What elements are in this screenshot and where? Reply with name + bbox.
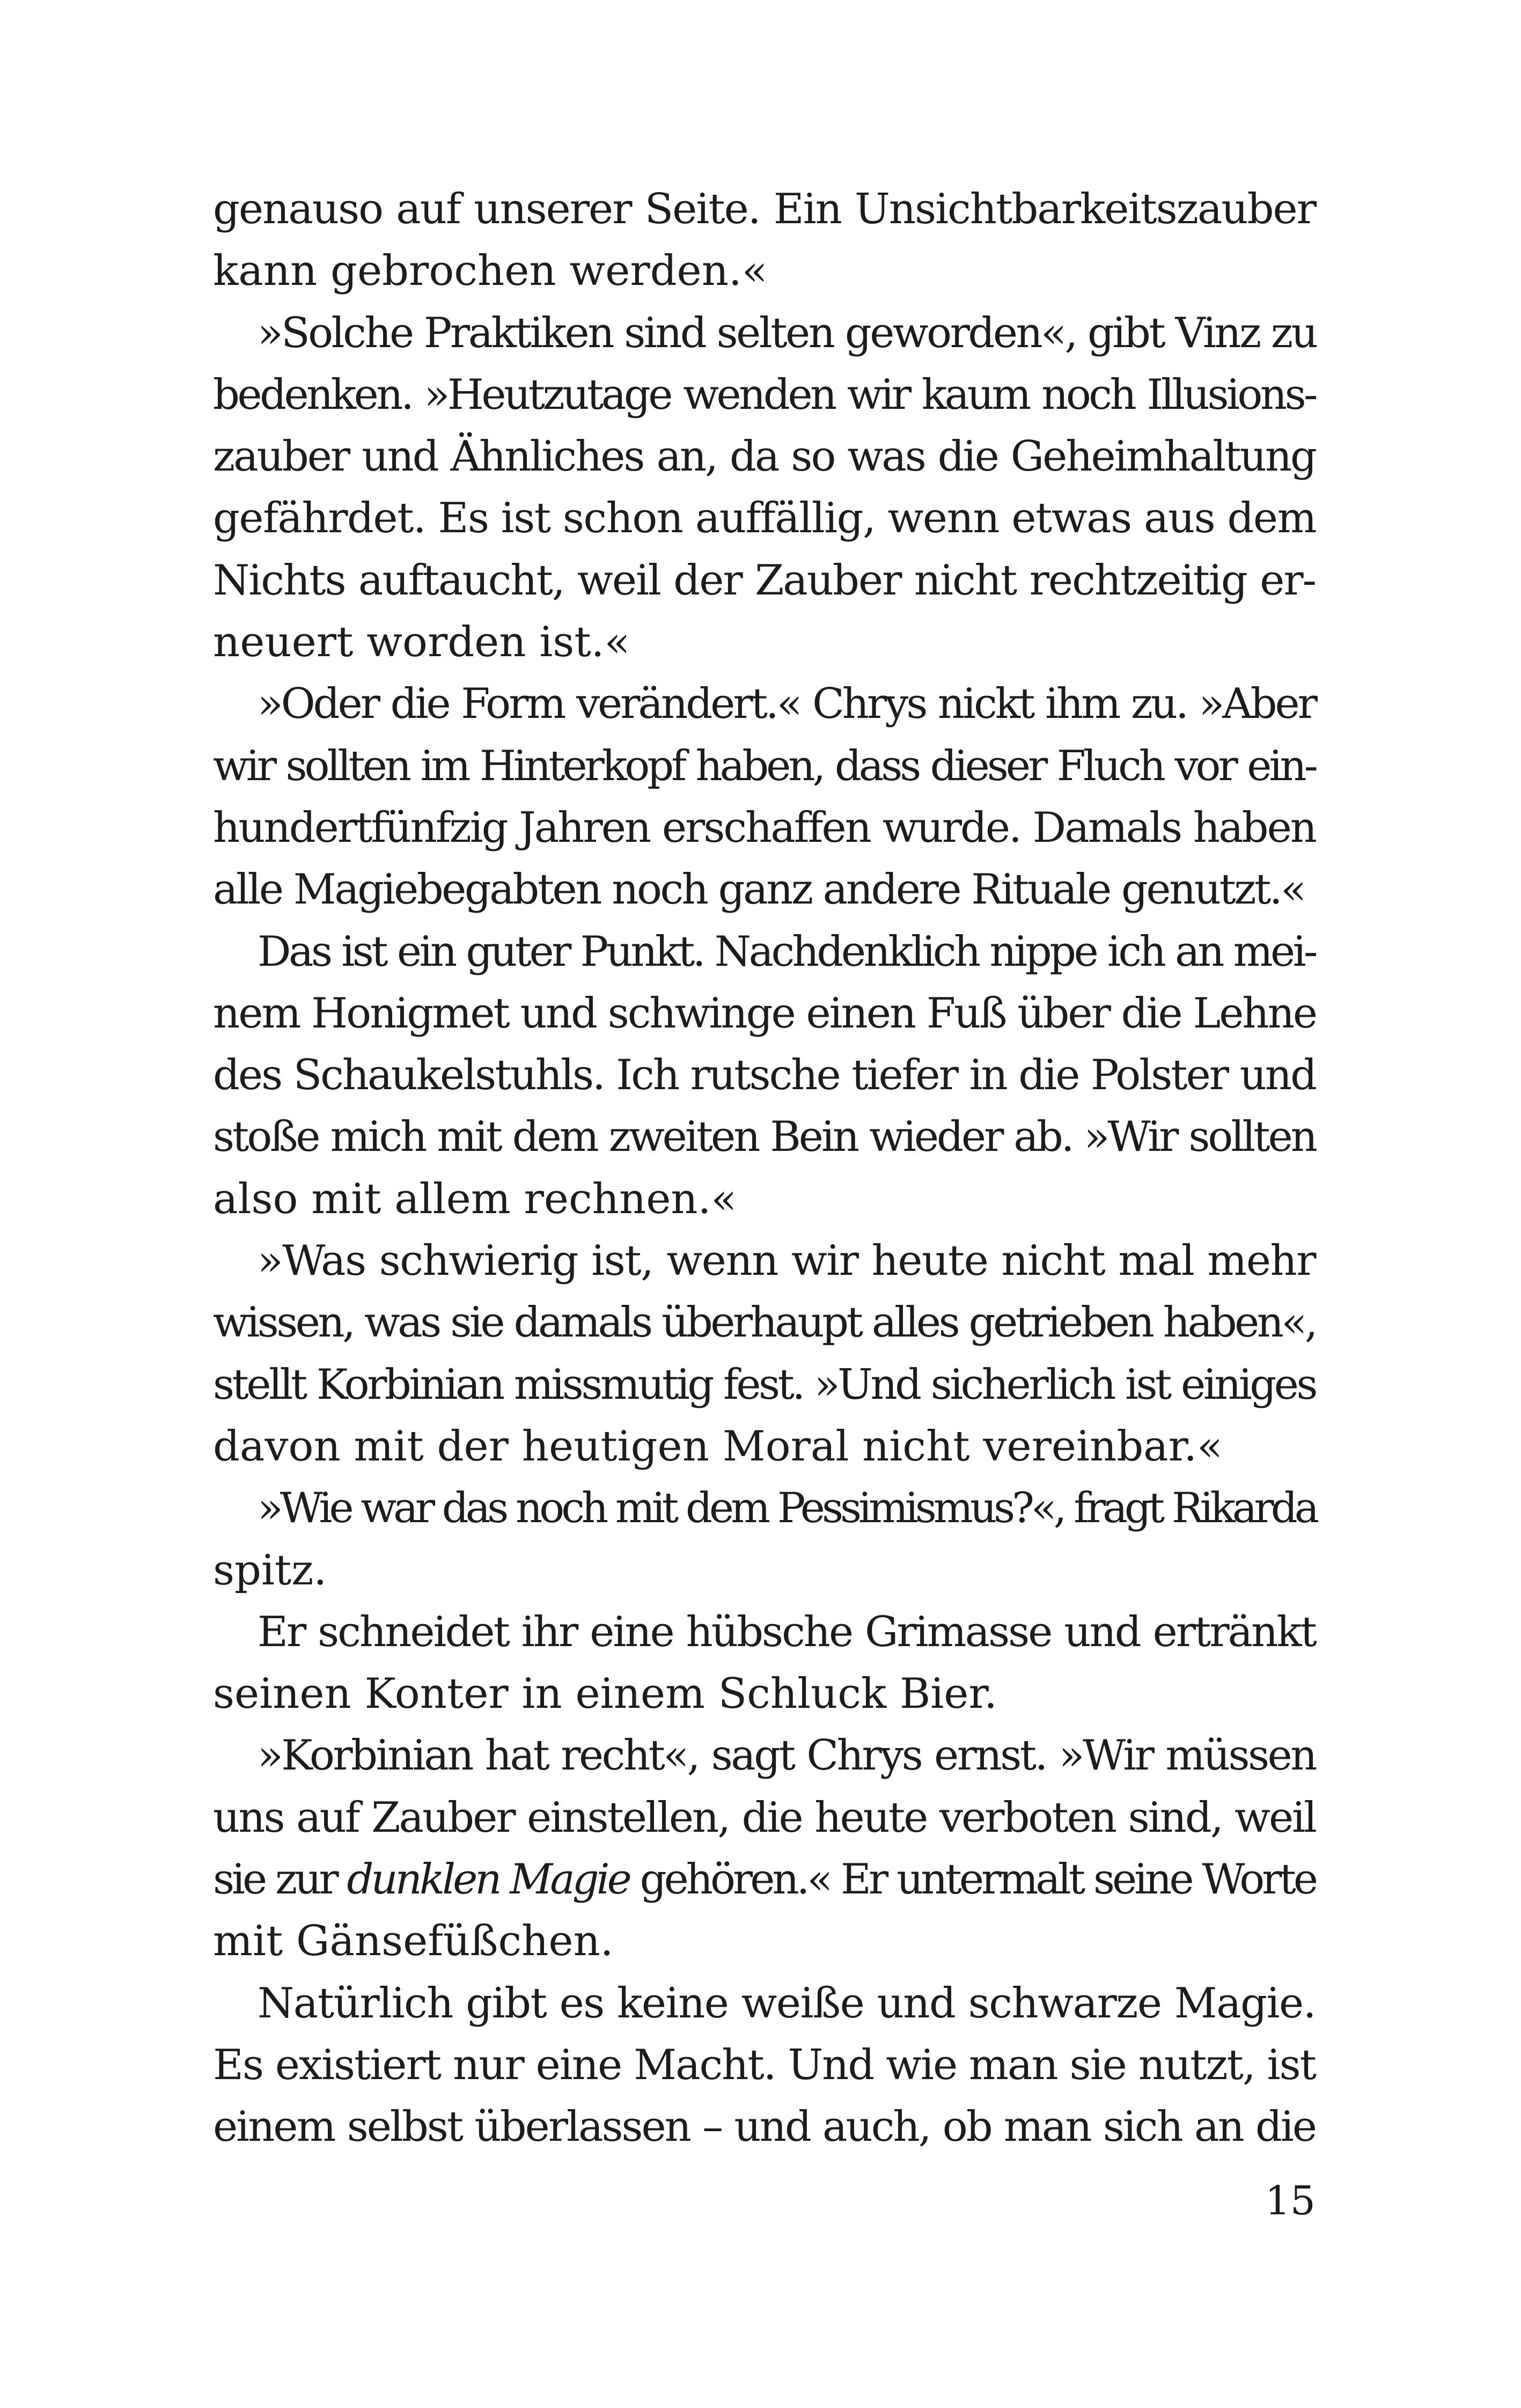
text-line: hundertfünfzig Jahren erschaffen wurde. Damals haben xyxy=(213,803,1316,852)
text-line: davon mit der heutigen Moral nicht vereinbar.« xyxy=(213,1422,1223,1471)
text-line: Nichts auftaucht, weil der Zauber nicht rechtzeitig er- xyxy=(213,556,1316,605)
text-line: stellt Korbinian missmutig fest. »Und sicherlich ist einiges xyxy=(213,1360,1316,1409)
text-line: stoße mich mit dem zweiten Bein wieder ab. »Wir sollten xyxy=(213,1113,1316,1162)
text-line: wissen, was sie damals überhaupt alles getrieben haben«, xyxy=(213,1298,1316,1347)
text-line: »Oder die Form verändert.« Chrys nickt ihm zu. »Aber xyxy=(258,680,1316,729)
text-line: seinen Konter in einem Schluck Bier. xyxy=(213,1670,997,1719)
text-line: Das ist ein guter Punkt. Nachdenklich nippe ich an mei- xyxy=(258,927,1316,976)
body-text xyxy=(213,179,1316,2159)
text-line: wir sollten im Hinterkopf haben, dass dieser Fluch vor ein- xyxy=(213,742,1316,790)
text-line: »Wie war das noch mit dem Pessimismus?«, fragt Rikarda xyxy=(258,1484,1317,1533)
text-line: des Schaukelstuhls. Ich rutsche tiefer in die Polster und xyxy=(213,1051,1316,1100)
text-line: spitz. xyxy=(213,1546,327,1595)
text-line: »Was schwierig ist, wenn wir heute nicht mal mehr xyxy=(258,1237,1316,1286)
text-line: »Solche Praktiken sind selten geworden«, gibt Vinz zu xyxy=(258,309,1317,357)
text-line: Natürlich gibt es keine weiße und schwarze Magie. xyxy=(258,1979,1316,2028)
text-line: genauso auf unserer Seite. Ein Unsichtbarkeitszauber xyxy=(213,185,1316,233)
text-segment: sie zur xyxy=(213,1855,347,1904)
italic-phrase: dunklen Magie xyxy=(347,1855,629,1904)
text-line: nem Honigmet und schwinge einen Fuß über die Lehne xyxy=(213,989,1317,1038)
text-line: einem selbst überlassen – und auch, ob man sich an die xyxy=(213,2103,1316,2152)
text-line: »Korbinian hat recht«, sagt Chrys ernst. »Wir müssen xyxy=(258,1731,1316,1780)
text-line: Es existiert nur eine Macht. Und wie man sie nutzt, ist xyxy=(213,2040,1316,2089)
text-line: also mit allem rechnen.« xyxy=(213,1174,737,1223)
text-line: neuert worden ist.« xyxy=(213,618,630,667)
text-line: uns auf Zauber einstellen, die heute verboten sind, weil xyxy=(213,1793,1316,1842)
text-line: mit Gänsefüßchen. xyxy=(213,1917,614,1966)
text-segment: gehören.« Er untermalt seine Worte xyxy=(629,1855,1316,1904)
page-number: 15 xyxy=(1265,2178,1316,2224)
text-line-with-italic xyxy=(213,1849,1316,1911)
text-line: zauber und Ähnliches an, da so was die Geheimhaltung xyxy=(213,432,1316,481)
text-line: Er schneidet ihr eine hübsche Grimasse und ertränkt xyxy=(258,1607,1316,1656)
text-line: gefährdet. Es ist schon auffällig, wenn etwas aus dem xyxy=(213,494,1317,543)
text-line: bedenken. »Heutzutage wenden wir kaum noch Illusions- xyxy=(213,370,1316,419)
text-line: kann gebrochen werden.« xyxy=(213,247,768,296)
text-line: alle Magiebegabten noch ganz andere Rituale genutzt.« xyxy=(213,865,1305,914)
